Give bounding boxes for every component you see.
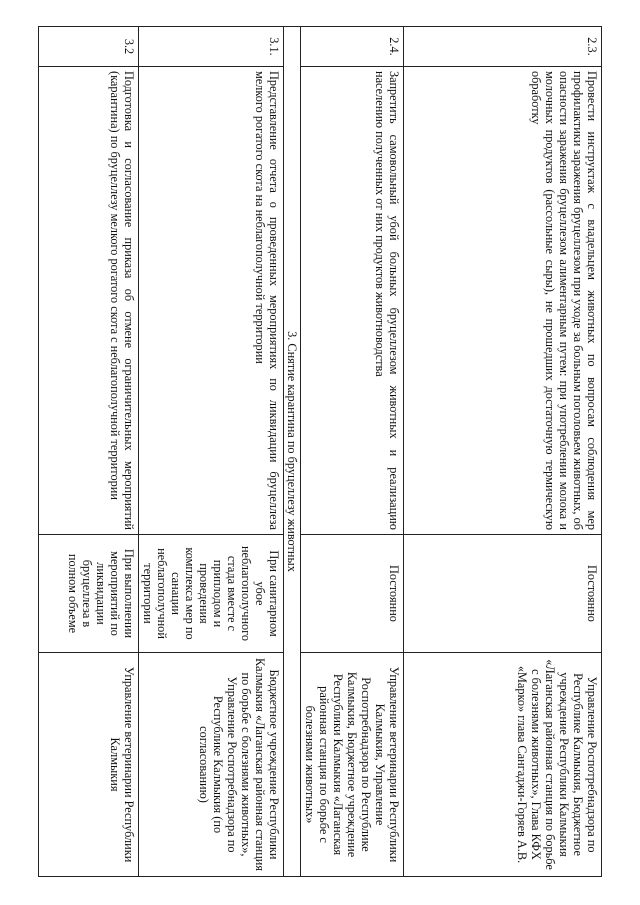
measure-text: Провести инструктаж с владельцем животных по вопросам соблюдения мер профилактики заражения бруцеллезом при уходе за больным поголовьем животных, об опасности заражения бруцеллезом алиментарным путем: при употреблении молока и молочных продуктов (рассольные сыры), не прошедших достаточную термическую обработку [404, 67, 602, 535]
responsible-text: Управление Роспотребнадзора по Республике Калмыкия, Бюджетное учреждение Республики Калмыкия «Лаганская районная станция по борьбе с болезнями животных», Глава КФХ «Марко» глава Сангаджи-Горяев А.В. [404, 653, 602, 877]
period-text: Постоянно [404, 535, 602, 653]
period-text: При выполнении мероприятий по ликвидации бруцеллеза в полном объеме [39, 535, 139, 653]
table-row [404, 27, 602, 877]
measure-text: Подготовка и согласование приказа об отмене ограничительных мероприятий (карантина) по бруцеллезу мелкого рогатого скота с неблагополучной территории [39, 67, 139, 535]
period-text: Постоянно [301, 535, 404, 653]
row-number: 3.2 [39, 27, 139, 67]
period-text: При санитарном убое неблагополучного стада вместе с приплодом и проведения комплекса мер по санации неблагополучной территории [139, 535, 284, 653]
section-header-row [284, 27, 301, 877]
row-number: 3.1. [139, 27, 284, 67]
responsible-text: Управление ветеринарии Республики Калмыкия [39, 653, 139, 877]
responsible-text: Бюджетное учреждение Республики Калмыкия «Лаганская районная станция по борьбе с болезнями животных», Управление Роспотребнадзора по Республике Калмыкия (по согласованию) [139, 653, 284, 877]
measure-text: Запретить самовольный убой больных бруцеллезом животных и реализацию населению полученных от них продуктов животноводства [301, 67, 404, 535]
table-row [39, 27, 139, 877]
table-row [301, 27, 404, 877]
measure-text: Представление отчета о проведенных мероприятиях по ликвидации бруцеллеза мелкого рогатого скота на неблагополучной территории [139, 67, 284, 535]
responsible-text: Управление ветеринарии Республики Калмыкия, Управление Роспотребнадзора по Республике Калмыкия, Бюджетное учреждение Республики Калмыкия «Лаганская районная станция по борьбе с болезнями животных» [301, 653, 404, 877]
row-number: 2.3. [404, 27, 602, 67]
section-title: 3. Снятие карантина по бруцеллезу животных [284, 27, 301, 877]
row-number: 2.4. [301, 27, 404, 67]
measures-table [38, 26, 602, 877]
table-row [139, 27, 284, 877]
